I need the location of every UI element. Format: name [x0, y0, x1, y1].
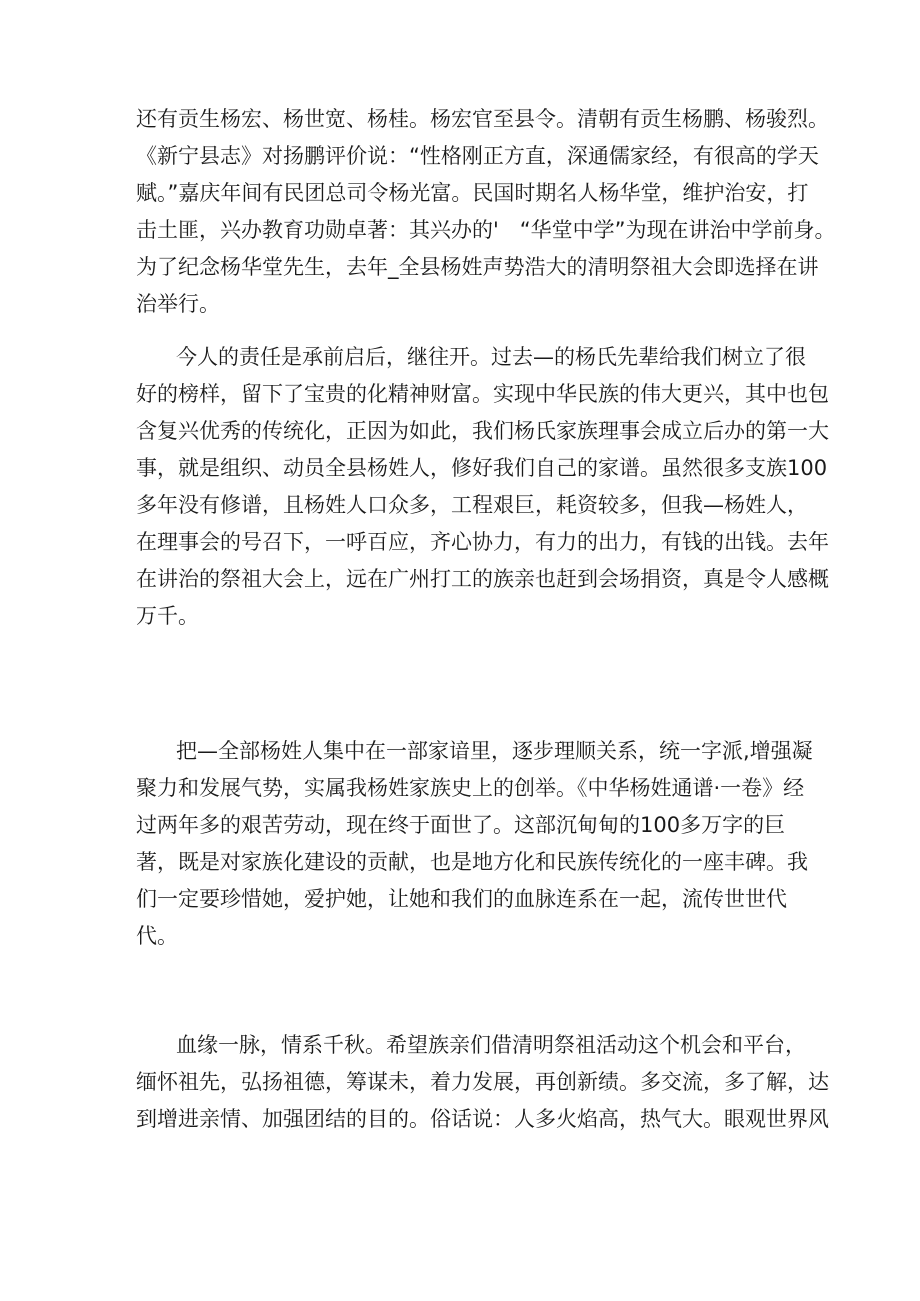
text-line: 《新宁县志》对扬鹏评价说：“性格刚正方直，深通儒家经，有很高的学天: [136, 144, 819, 168]
text-line: 含复兴优秀的传统化，正因为如此，我们杨氏家族理事会成立后办的第一大: [136, 419, 829, 443]
text-line: 代。: [136, 924, 178, 948]
text-line: 在讲治的祭祖大会上，远在广州打工的族亲也赶到会场捐资，真是令人感概: [136, 567, 829, 591]
text-line: 好的榜样，留下了宝贵的化精神财富。实现中华民族的伟大更兴，其中也包: [136, 382, 829, 406]
paragraph-4: [136, 1027, 829, 1138]
paragraph-3: [136, 733, 813, 955]
text-line: 在理事会的号召下，一呼百应，齐心协力，有力的出力，有钱的出钱。去年: [136, 530, 829, 554]
paragraph-1: [136, 101, 836, 323]
text-line: 事，就是组织、动员全县杨姓人，修好我们自己的家谱。虽然很多支族100: [136, 456, 828, 480]
text-line: 赋。”嘉庆年间有民团总司令杨光富。民国时期名人杨华堂，维护治安，打: [136, 181, 809, 205]
text-line: 聚力和发展气势，实属我杨姓家族史上的创举。《中华杨姓通谱·一卷》经: [136, 776, 805, 800]
text-line: 今人的责任是承前启后，继往开。过去—的杨氏先辈给我们树立了很: [176, 345, 806, 369]
text-line: 到增进亲情、加强团结的目的。俗话说：人多火焰高，热气大。眼观世界风: [136, 1107, 829, 1131]
text-line: 血缘一脉，情系千秋。希望族亲们借清明祭祖活动这个机会和平台，: [176, 1033, 806, 1057]
text-line: 们一定要珍惜她，爱护她，让她和我们的血脉连系在一起，流传世世代: [136, 887, 787, 911]
text-line: 击土匪，兴办教育功勋卓著：其兴办的' “华堂中学”为现在讲治中学前身。: [136, 218, 836, 242]
text-line: 缅怀祖先，弘扬祖德，筹谋未，着力发展，再创新绩。多交流，多了解，达: [136, 1070, 829, 1094]
text-line: 把—全部杨姓人集中在一部家谙里，逐步理顺关系，统一字派,增强凝: [176, 739, 813, 763]
text-line: 万千。: [136, 604, 199, 628]
text-line: 为了纪念杨华堂先生，去年_全县杨姓声势浩大的清明祭祖大会即选择在讲: [136, 255, 819, 279]
text-line: 著，既是对家族化建设的贡献，也是地方化和民族传统化的一座丰碑。我: [136, 850, 808, 874]
text-line: 治举行。: [136, 292, 220, 316]
text-line: 还有贡生杨宏、杨世宽、杨桂。杨宏官至县令。清朝有贡生杨鹏、杨骏烈。: [136, 107, 829, 131]
text-line: 多年没有修谱，且杨姓人口众多，工程艰巨，耗资较多，但我—杨姓人，: [136, 493, 808, 517]
text-line: 过两年多的艰苦劳动，现在终于面世了。这部沉甸甸的100多万字的巨: [136, 813, 786, 837]
paragraph-2: [136, 339, 829, 635]
